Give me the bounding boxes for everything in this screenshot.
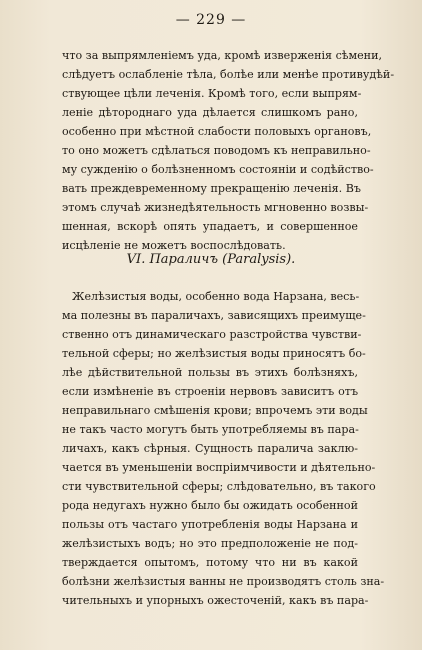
- text-line: желѣзистыхъ водъ; но это предположеніе не под-: [62, 537, 358, 550]
- page-number: — 229 —: [175, 12, 247, 28]
- text-line: если измѣненіе въ строеніи нервовъ зависитъ отъ: [62, 385, 358, 398]
- text-line: сти чувствительной сферы; слѣдовательно, въ такого: [62, 480, 376, 493]
- text-line: что за выпрямленіемъ уда, кромѣ изверженія сѣмени,: [62, 49, 382, 62]
- text-line: особенно при мѣстной слабости половыхъ органовъ,: [62, 125, 372, 138]
- text-line: то оно можетъ сдѣлаться поводомъ къ неправильно-: [62, 144, 371, 157]
- text-line: ствующее цѣли леченія. Кромѣ того, если выпрям-: [62, 87, 362, 100]
- text-line: вать преждевременному прекращенію леченія. Въ: [62, 182, 361, 195]
- section-heading: VI. Параличъ (Paralysis).: [126, 252, 296, 267]
- text-line: пользы отъ частаго употребленія воды Нарзана и: [62, 518, 358, 531]
- text-line: леніе дѣтороднаго уда дѣлается слишкомъ рано,: [62, 106, 358, 119]
- text-line: шенная, вскорѣ опять упадаетъ, и совершенное: [62, 220, 358, 233]
- text-line: личахъ, какъ сѣрныя. Сущность паралича заклю-: [62, 442, 358, 455]
- text-line: рода недугахъ нужно было бы ожидать особенной: [62, 499, 358, 512]
- text-line: ственно отъ динамическаго разстройства чувстви-: [62, 328, 362, 341]
- text-line: не такъ часто могутъ быть употребляемы въ пара-: [62, 423, 359, 436]
- text-line: тельной сферы; но желѣзистыя воды приносятъ бо-: [62, 347, 366, 360]
- text-line: лѣе дѣйствительной пользы въ этихъ болѣзняхъ,: [62, 366, 358, 379]
- text-line: неправильнаго смѣшенія крови; впрочемъ эти воды: [62, 404, 368, 417]
- text-line: болѣзни желѣзистыя ванны не производятъ столь зна-: [62, 575, 385, 588]
- text-line: ма полезны въ параличахъ, зависящихъ преимуще-: [62, 309, 366, 322]
- text-line: му сужденію о болѣзненномъ состояніи и содѣйство-: [62, 163, 374, 176]
- text-line: чается въ уменьшеніи воспріимчивости и дѣятельно-: [62, 461, 376, 474]
- text-line: исцѣленіе не можетъ воспослѣдовать.: [62, 239, 286, 252]
- text-line: Желѣзистыя воды, особенно вода Нарзана, весь-: [72, 290, 360, 303]
- text-line: чительныхъ и упорныхъ ожесточеній, какъ въ пара-: [62, 594, 369, 607]
- text-line: этомъ случаѣ жизнедѣятельность мгновенно возвы-: [62, 201, 369, 214]
- text-line: слѣдуетъ ослабленіе тѣла, болѣе или менѣе противудѣй-: [62, 68, 395, 81]
- text-line: тверждается опытомъ, потому что ни въ какой: [62, 556, 358, 569]
